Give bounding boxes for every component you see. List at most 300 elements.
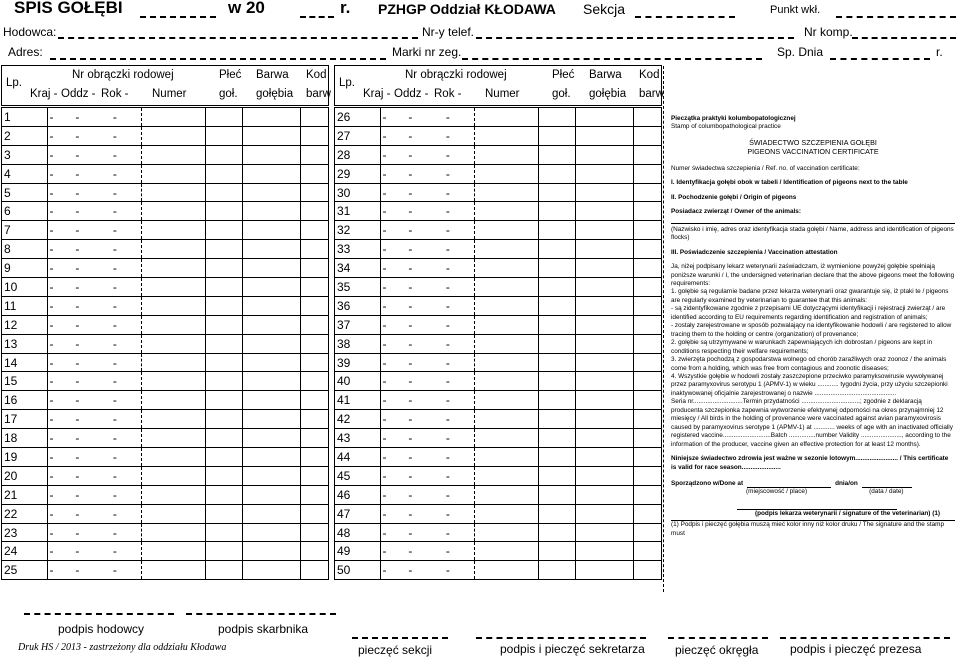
color-code-field[interactable] — [300, 466, 328, 485]
sex-field[interactable] — [206, 202, 242, 221]
date-field[interactable] — [862, 480, 912, 488]
country-field[interactable]: - — [380, 448, 406, 467]
sex-field[interactable] — [206, 296, 242, 315]
sex-field[interactable] — [206, 372, 242, 391]
sex-field[interactable] — [539, 429, 575, 448]
year-field[interactable]: - — [111, 164, 141, 183]
point-blank[interactable] — [836, 16, 956, 18]
color-code-field[interactable] — [300, 504, 328, 523]
sex-field[interactable] — [206, 259, 242, 278]
branch-field[interactable]: - — [73, 126, 110, 145]
country-field[interactable]: - — [380, 391, 406, 410]
ring-number-field[interactable] — [474, 391, 539, 410]
branch-field[interactable]: - — [73, 278, 110, 297]
phone-blank[interactable] — [476, 37, 794, 39]
ring-number-field[interactable] — [474, 259, 539, 278]
color-field[interactable] — [575, 391, 633, 410]
sex-field[interactable] — [539, 164, 575, 183]
color-code-field[interactable] — [633, 240, 661, 259]
color-code-field[interactable] — [300, 485, 328, 504]
year-field[interactable]: - — [111, 429, 141, 448]
breeder-signature-line[interactable] — [24, 613, 174, 615]
sex-field[interactable] — [206, 523, 242, 542]
ring-number-field[interactable] — [474, 278, 539, 297]
country-field[interactable]: - — [380, 485, 406, 504]
color-code-field[interactable] — [300, 391, 328, 410]
year-field[interactable]: - — [444, 296, 474, 315]
year-field[interactable]: - — [111, 108, 141, 127]
sex-field[interactable] — [206, 221, 242, 240]
color-field[interactable] — [575, 561, 633, 580]
year-field[interactable]: - — [111, 391, 141, 410]
year-field[interactable]: - — [111, 504, 141, 523]
ring-number-field[interactable] — [474, 542, 539, 561]
branch-field[interactable]: - — [406, 504, 443, 523]
ring-number-field[interactable] — [474, 296, 539, 315]
sex-field[interactable] — [206, 145, 242, 164]
color-field[interactable] — [575, 466, 633, 485]
country-field[interactable]: - — [380, 334, 406, 353]
ring-number-field[interactable] — [141, 221, 206, 240]
color-code-field[interactable] — [300, 145, 328, 164]
color-code-field[interactable] — [633, 278, 661, 297]
color-code-field[interactable] — [633, 221, 661, 240]
sex-field[interactable] — [539, 504, 575, 523]
color-code-field[interactable] — [633, 485, 661, 504]
ring-number-field[interactable] — [474, 334, 539, 353]
color-code-field[interactable] — [300, 296, 328, 315]
sex-field[interactable] — [539, 561, 575, 580]
ring-number-field[interactable] — [141, 145, 206, 164]
branch-field[interactable]: - — [73, 466, 110, 485]
color-field[interactable] — [242, 334, 300, 353]
color-field[interactable] — [575, 315, 633, 334]
country-field[interactable]: - — [47, 259, 73, 278]
country-field[interactable]: - — [47, 561, 73, 580]
country-field[interactable]: - — [380, 353, 406, 372]
year-field[interactable]: - — [444, 542, 474, 561]
color-field[interactable] — [242, 372, 300, 391]
ring-number-field[interactable] — [141, 448, 206, 467]
color-field[interactable] — [242, 504, 300, 523]
color-field[interactable] — [242, 466, 300, 485]
branch-field[interactable]: - — [406, 353, 443, 372]
year-field[interactable]: - — [111, 542, 141, 561]
ring-number-field[interactable] — [474, 108, 539, 127]
branch-field[interactable]: - — [73, 448, 110, 467]
color-code-field[interactable] — [300, 183, 328, 202]
ring-number-field[interactable] — [141, 278, 206, 297]
treasurer-signature-line[interactable] — [186, 613, 336, 615]
year-field[interactable]: - — [111, 448, 141, 467]
color-field[interactable] — [242, 221, 300, 240]
ring-number-field[interactable] — [474, 183, 539, 202]
color-code-field[interactable] — [633, 145, 661, 164]
color-code-field[interactable] — [300, 561, 328, 580]
district-stamp-line[interactable] — [668, 637, 768, 639]
branch-field[interactable]: - — [406, 145, 443, 164]
color-code-field[interactable] — [633, 334, 661, 353]
branch-field[interactable]: - — [406, 240, 443, 259]
color-code-field[interactable] — [633, 542, 661, 561]
color-field[interactable] — [242, 296, 300, 315]
ring-number-field[interactable] — [474, 466, 539, 485]
ring-number-field[interactable] — [474, 353, 539, 372]
color-code-field[interactable] — [633, 561, 661, 580]
country-field[interactable]: - — [47, 391, 73, 410]
color-field[interactable] — [575, 164, 633, 183]
color-field[interactable] — [575, 523, 633, 542]
country-field[interactable]: - — [47, 278, 73, 297]
ring-number-field[interactable] — [141, 372, 206, 391]
sex-field[interactable] — [206, 410, 242, 429]
country-field[interactable]: - — [47, 523, 73, 542]
color-code-field[interactable] — [300, 372, 328, 391]
country-field[interactable]: - — [47, 448, 73, 467]
color-field[interactable] — [242, 108, 300, 127]
year-field[interactable]: - — [111, 259, 141, 278]
sex-field[interactable] — [206, 429, 242, 448]
color-code-field[interactable] — [633, 372, 661, 391]
breeder-blank[interactable] — [58, 37, 418, 39]
country-field[interactable]: - — [380, 542, 406, 561]
spdnia-blank[interactable] — [830, 58, 930, 60]
year-field[interactable]: - — [111, 372, 141, 391]
country-field[interactable]: - — [47, 164, 73, 183]
year-field[interactable]: - — [444, 240, 474, 259]
branch-field[interactable]: - — [406, 259, 443, 278]
branch-field[interactable]: - — [406, 391, 443, 410]
color-field[interactable] — [242, 391, 300, 410]
country-field[interactable]: - — [380, 240, 406, 259]
color-field[interactable] — [575, 334, 633, 353]
year-field[interactable]: - — [444, 353, 474, 372]
color-field[interactable] — [575, 202, 633, 221]
year-field[interactable]: - — [444, 145, 474, 164]
color-field[interactable] — [242, 561, 300, 580]
color-field[interactable] — [575, 410, 633, 429]
year-field[interactable]: - — [444, 429, 474, 448]
sex-field[interactable] — [206, 542, 242, 561]
secretary-signature-line[interactable] — [476, 637, 646, 639]
year-field[interactable]: - — [444, 561, 474, 580]
ring-number-field[interactable] — [141, 259, 206, 278]
sex-field[interactable] — [206, 466, 242, 485]
color-field[interactable] — [242, 448, 300, 467]
country-field[interactable]: - — [380, 126, 406, 145]
color-field[interactable] — [575, 108, 633, 127]
branch-field[interactable]: - — [406, 523, 443, 542]
sex-field[interactable] — [206, 164, 242, 183]
color-field[interactable] — [575, 542, 633, 561]
country-field[interactable]: - — [47, 183, 73, 202]
year-field[interactable]: - — [111, 145, 141, 164]
color-field[interactable] — [242, 523, 300, 542]
country-field[interactable]: - — [380, 202, 406, 221]
branch-field[interactable]: - — [73, 164, 110, 183]
ring-number-field[interactable] — [141, 353, 206, 372]
country-field[interactable]: - — [47, 353, 73, 372]
branch-field[interactable]: - — [406, 561, 443, 580]
year-field[interactable]: - — [444, 315, 474, 334]
ring-number-field[interactable] — [474, 315, 539, 334]
color-field[interactable] — [575, 296, 633, 315]
branch-field[interactable]: - — [73, 240, 110, 259]
country-field[interactable]: - — [47, 542, 73, 561]
country-field[interactable]: - — [380, 145, 406, 164]
country-field[interactable]: - — [380, 561, 406, 580]
branch-field[interactable]: - — [406, 202, 443, 221]
color-field[interactable] — [242, 542, 300, 561]
year-field[interactable]: - — [444, 259, 474, 278]
year-field[interactable]: - — [444, 391, 474, 410]
color-field[interactable] — [242, 240, 300, 259]
ring-number-field[interactable] — [474, 240, 539, 259]
color-code-field[interactable] — [300, 278, 328, 297]
branch-field[interactable]: - — [406, 183, 443, 202]
color-code-field[interactable] — [300, 259, 328, 278]
year-field[interactable]: - — [444, 504, 474, 523]
year-field[interactable]: - — [444, 448, 474, 467]
country-field[interactable]: - — [47, 296, 73, 315]
sex-field[interactable] — [539, 259, 575, 278]
country-field[interactable]: - — [380, 410, 406, 429]
sex-field[interactable] — [206, 315, 242, 334]
year-field[interactable]: - — [444, 372, 474, 391]
country-field[interactable]: - — [380, 296, 406, 315]
branch-field[interactable]: - — [73, 372, 110, 391]
color-code-field[interactable] — [633, 410, 661, 429]
color-code-field[interactable] — [300, 126, 328, 145]
sex-field[interactable] — [539, 542, 575, 561]
branch-field[interactable]: - — [73, 183, 110, 202]
done-at-field[interactable] — [747, 480, 831, 488]
color-field[interactable] — [575, 240, 633, 259]
color-code-field[interactable] — [300, 410, 328, 429]
branch-field[interactable]: - — [406, 221, 443, 240]
year-field[interactable]: - — [444, 164, 474, 183]
address-blank[interactable] — [50, 58, 386, 60]
color-code-field[interactable] — [633, 259, 661, 278]
year-field[interactable]: - — [444, 523, 474, 542]
color-field[interactable] — [242, 145, 300, 164]
sex-field[interactable] — [539, 523, 575, 542]
year-field[interactable]: - — [444, 278, 474, 297]
country-field[interactable]: - — [380, 278, 406, 297]
ring-number-field[interactable] — [474, 448, 539, 467]
year-field[interactable]: - — [444, 485, 474, 504]
sex-field[interactable] — [539, 448, 575, 467]
country-field[interactable]: - — [380, 429, 406, 448]
sex-field[interactable] — [206, 391, 242, 410]
color-code-field[interactable] — [633, 164, 661, 183]
color-code-field[interactable] — [633, 108, 661, 127]
sex-field[interactable] — [539, 372, 575, 391]
country-field[interactable]: - — [47, 504, 73, 523]
branch-field[interactable]: - — [406, 466, 443, 485]
branch-field[interactable]: - — [406, 315, 443, 334]
country-field[interactable]: - — [47, 240, 73, 259]
color-field[interactable] — [242, 429, 300, 448]
ring-number-field[interactable] — [474, 372, 539, 391]
country-field[interactable]: - — [380, 315, 406, 334]
branch-field[interactable]: - — [73, 202, 110, 221]
ring-number-field[interactable] — [141, 183, 206, 202]
color-code-field[interactable] — [300, 523, 328, 542]
branch-field[interactable]: - — [73, 108, 110, 127]
ring-number-field[interactable] — [474, 164, 539, 183]
color-field[interactable] — [575, 278, 633, 297]
color-code-field[interactable] — [300, 448, 328, 467]
country-field[interactable]: - — [47, 485, 73, 504]
ring-number-field[interactable] — [474, 145, 539, 164]
branch-field[interactable]: - — [73, 561, 110, 580]
country-field[interactable]: - — [380, 183, 406, 202]
color-field[interactable] — [575, 429, 633, 448]
color-code-field[interactable] — [300, 108, 328, 127]
color-field[interactable] — [575, 259, 633, 278]
year-field[interactable]: - — [111, 278, 141, 297]
year-field[interactable]: - — [111, 561, 141, 580]
sex-field[interactable] — [539, 240, 575, 259]
branch-field[interactable]: - — [406, 542, 443, 561]
branch-field[interactable]: - — [73, 410, 110, 429]
ring-number-field[interactable] — [474, 504, 539, 523]
color-field[interactable] — [575, 221, 633, 240]
year-field[interactable]: - — [444, 334, 474, 353]
color-code-field[interactable] — [300, 429, 328, 448]
sex-field[interactable] — [206, 108, 242, 127]
sex-field[interactable] — [539, 296, 575, 315]
branch-field[interactable]: - — [73, 391, 110, 410]
country-field[interactable]: - — [380, 523, 406, 542]
ring-number-field[interactable] — [141, 429, 206, 448]
owner-line[interactable] — [671, 223, 955, 224]
color-code-field[interactable] — [300, 240, 328, 259]
country-field[interactable]: - — [47, 108, 73, 127]
sex-field[interactable] — [206, 353, 242, 372]
color-field[interactable] — [575, 183, 633, 202]
sex-field[interactable] — [206, 126, 242, 145]
year-blank[interactable] — [300, 16, 334, 18]
sex-field[interactable] — [206, 485, 242, 504]
color-code-field[interactable] — [633, 466, 661, 485]
clock-blank[interactable] — [462, 58, 762, 60]
ring-number-field[interactable] — [474, 485, 539, 504]
branch-field[interactable]: - — [406, 296, 443, 315]
sex-field[interactable] — [206, 278, 242, 297]
color-field[interactable] — [242, 410, 300, 429]
year-field[interactable]: - — [111, 485, 141, 504]
color-field[interactable] — [575, 372, 633, 391]
year-field[interactable]: - — [111, 315, 141, 334]
sex-field[interactable] — [539, 126, 575, 145]
ring-number-field[interactable] — [141, 485, 206, 504]
year-field[interactable]: - — [444, 221, 474, 240]
year-field[interactable]: - — [444, 126, 474, 145]
color-code-field[interactable] — [633, 391, 661, 410]
branch-field[interactable]: - — [406, 164, 443, 183]
branch-field[interactable]: - — [406, 429, 443, 448]
branch-field[interactable]: - — [406, 278, 443, 297]
country-field[interactable]: - — [47, 372, 73, 391]
ring-number-field[interactable] — [141, 523, 206, 542]
ring-number-field[interactable] — [141, 410, 206, 429]
chairman-signature-line[interactable] — [780, 637, 950, 639]
ring-number-field[interactable] — [141, 504, 206, 523]
year-field[interactable]: - — [111, 353, 141, 372]
country-field[interactable]: - — [380, 221, 406, 240]
ring-number-field[interactable] — [141, 466, 206, 485]
color-code-field[interactable] — [300, 334, 328, 353]
color-field[interactable] — [242, 126, 300, 145]
country-field[interactable]: - — [380, 108, 406, 127]
color-field[interactable] — [575, 145, 633, 164]
sex-field[interactable] — [539, 391, 575, 410]
year-field[interactable]: - — [111, 334, 141, 353]
color-field[interactable] — [575, 485, 633, 504]
year-field[interactable]: - — [111, 183, 141, 202]
country-field[interactable]: - — [380, 372, 406, 391]
color-code-field[interactable] — [633, 504, 661, 523]
title-blank[interactable] — [140, 16, 216, 18]
year-field[interactable]: - — [111, 523, 141, 542]
color-field[interactable] — [575, 504, 633, 523]
country-field[interactable]: - — [47, 429, 73, 448]
color-code-field[interactable] — [300, 542, 328, 561]
branch-field[interactable]: - — [406, 108, 443, 127]
sex-field[interactable] — [539, 334, 575, 353]
branch-field[interactable]: - — [406, 126, 443, 145]
ring-number-field[interactable] — [474, 126, 539, 145]
country-field[interactable]: - — [47, 221, 73, 240]
sex-field[interactable] — [539, 485, 575, 504]
color-field[interactable] — [242, 315, 300, 334]
country-field[interactable]: - — [47, 145, 73, 164]
owner-field[interactable]: Posiadacz zwierząt / Owner of the animals: — [671, 208, 801, 216]
ring-number-field[interactable] — [141, 391, 206, 410]
ring-number-field[interactable] — [141, 126, 206, 145]
color-code-field[interactable] — [633, 202, 661, 221]
sex-field[interactable] — [539, 278, 575, 297]
branch-field[interactable]: - — [73, 429, 110, 448]
sex-field[interactable] — [539, 221, 575, 240]
sex-field[interactable] — [206, 561, 242, 580]
sex-field[interactable] — [539, 410, 575, 429]
country-field[interactable]: - — [380, 504, 406, 523]
branch-field[interactable]: - — [73, 259, 110, 278]
branch-field[interactable]: - — [73, 334, 110, 353]
section-blank[interactable] — [635, 16, 735, 18]
color-code-field[interactable] — [300, 221, 328, 240]
sex-field[interactable] — [539, 108, 575, 127]
sex-field[interactable] — [206, 183, 242, 202]
sex-field[interactable] — [539, 353, 575, 372]
year-field[interactable]: - — [111, 466, 141, 485]
ring-number-field[interactable] — [474, 429, 539, 448]
color-code-field[interactable] — [300, 353, 328, 372]
year-field[interactable]: - — [111, 240, 141, 259]
color-field[interactable] — [242, 164, 300, 183]
branch-field[interactable]: - — [73, 145, 110, 164]
color-code-field[interactable] — [300, 164, 328, 183]
country-field[interactable]: - — [47, 126, 73, 145]
sex-field[interactable] — [206, 334, 242, 353]
ref-number[interactable]: Numer świadectwa szczepienia / Ref. no. of vaccination certificate: — [671, 164, 860, 172]
branch-field[interactable]: - — [73, 523, 110, 542]
country-field[interactable]: - — [47, 315, 73, 334]
color-code-field[interactable] — [633, 353, 661, 372]
